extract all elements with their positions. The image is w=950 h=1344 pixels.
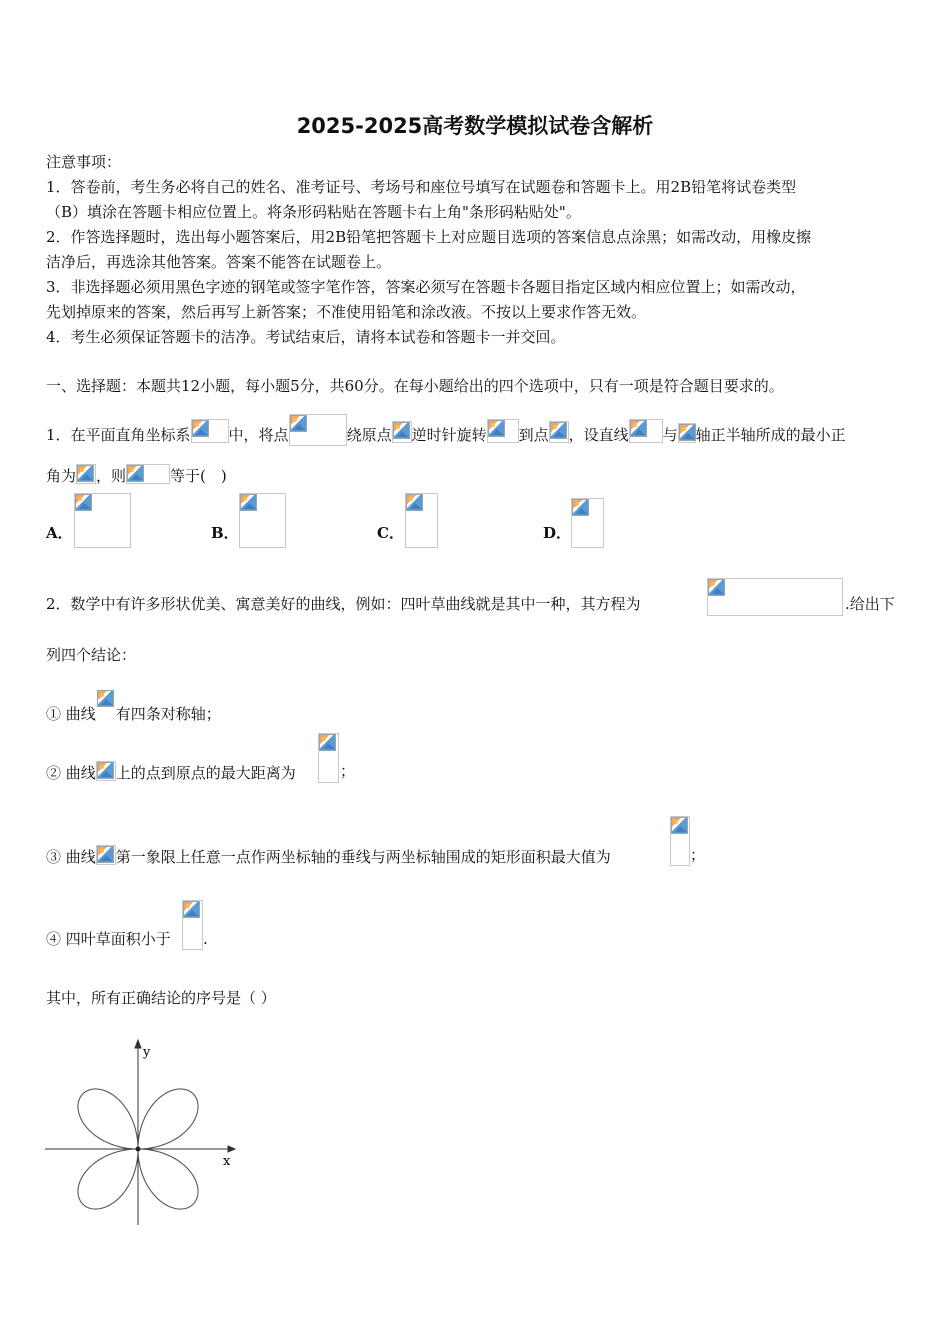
conclusion-4: ④ 四叶草面积小于: [46, 930, 171, 948]
image-placeholder-icon: [192, 420, 209, 437]
image-placeholder-icon: [630, 420, 647, 437]
image-placeholder-icon: [488, 420, 505, 437]
question-text: 1．在平面直角坐标系: [46, 426, 191, 444]
image-placeholder-icon: [183, 901, 200, 918]
equation-image: [707, 578, 843, 616]
formula-image: [289, 414, 347, 446]
formula-image: [96, 845, 116, 865]
formula-image: [487, 419, 519, 443]
image-placeholder-icon: [319, 734, 336, 751]
page-title: 2025-2025高考数学模拟试卷含解析: [296, 114, 654, 138]
conclusion-text: 有四条对称轴；: [115, 705, 221, 723]
formula-image: [670, 816, 690, 866]
question-text: 到点: [518, 426, 549, 444]
image-placeholder-icon: [708, 579, 725, 596]
notice-line: 先划掉原来的答案，然后再写上新答案；不准使用铅笔和涂改液。不按以上要求作答无效。: [46, 303, 647, 321]
option-d-image: [571, 498, 604, 548]
conclusion-text: ；: [340, 762, 356, 780]
image-placeholder-icon: [572, 499, 589, 516]
image-placeholder-icon: [97, 690, 114, 707]
image-placeholder-icon: [77, 465, 94, 482]
question-1-line-1: [46, 414, 846, 446]
image-placeholder-icon: [97, 846, 114, 863]
notice-line: （B）填涂在答题卡相应位置上。将条形码粘贴在答题卡右上角"条形码粘贴处"。: [46, 203, 581, 221]
question-text: 逆时针旋转: [411, 426, 487, 444]
x-axis-arrow-icon: [228, 1146, 235, 1152]
four-leaf-clover-figure: [40, 1035, 250, 1235]
question-ask: 其中，所有正确结论的序号是（ ）: [46, 989, 276, 1007]
option-a-label: A．: [46, 524, 73, 542]
formula-image: [318, 733, 339, 783]
question-text: 与: [662, 426, 678, 444]
x-axis-label: x: [223, 1154, 231, 1169]
question-text: ，设直线: [568, 426, 629, 444]
notice-line: 1．答卷前，考生务必将自己的姓名、准考证号、考场号和座位号填写在试题卷和答题卡上。用2B铅笔将试卷类型: [46, 178, 797, 196]
image-placeholder-icon: [393, 422, 410, 439]
option-a-image: [74, 493, 131, 548]
conclusion-text: ① 曲线: [46, 705, 96, 723]
formula-image: [126, 464, 170, 484]
option-c-image: [405, 493, 438, 548]
question-1-line-2: [46, 464, 227, 486]
conclusion-1: [46, 689, 221, 724]
image-placeholder-icon: [240, 494, 257, 511]
notice-line: 4．考生必须保证答题卡的洁净。考试结束后，请将本试卷和答题卡一并交回。: [46, 328, 566, 346]
image-placeholder-icon: [290, 415, 307, 432]
image-placeholder-icon: [97, 762, 114, 779]
formula-image: [549, 421, 569, 443]
option-c-label: C．: [377, 524, 404, 542]
conclusion-3: [46, 845, 611, 867]
formula-image: [96, 689, 116, 713]
formula-image: [629, 419, 663, 443]
option-d-label: D．: [543, 524, 572, 542]
image-placeholder-icon: [671, 817, 688, 834]
conclusion-text: 上的点到原点的最大距离为: [115, 764, 296, 782]
conclusion-2: [46, 761, 296, 783]
image-placeholder-icon: [75, 494, 92, 511]
formula-image: [191, 419, 229, 443]
image-placeholder-icon: [550, 422, 567, 439]
question-text: 角为: [46, 467, 77, 485]
formula-image: [96, 761, 116, 781]
conclusion-text: ；: [690, 846, 706, 864]
formula-image: [678, 423, 696, 443]
conclusion-text: .: [203, 930, 208, 948]
question-text: .给出下: [845, 595, 895, 613]
origin-point: [136, 1147, 141, 1152]
image-placeholder-icon: [406, 494, 423, 511]
image-placeholder-icon: [127, 465, 144, 482]
section-heading: 一、选择题：本题共12小题，每小题5分，共60分。在每小题给出的四个选项中，只有一项是符合题目要求的。: [46, 377, 784, 395]
formula-image: [76, 464, 96, 484]
notice-line: 洁净后，再选涂其他答案。答案不能答在试题卷上。: [46, 253, 392, 271]
y-axis-label: y: [143, 1045, 151, 1060]
question-text: 轴正半轴所成的最小正: [695, 426, 846, 444]
question-text: 绕原点: [346, 426, 392, 444]
question-text: ，则: [96, 467, 127, 485]
notice-line: 2．作答选择题时，选出每小题答案后，用2B铅笔把答题卡上对应题目选项的答案信息点涂黑；如需改动，用橡皮擦: [46, 228, 812, 246]
question-2-line-2: 列四个结论：: [46, 646, 137, 664]
question-text: 等于( ): [170, 467, 227, 485]
formula-image: [182, 900, 203, 950]
y-axis-arrow-icon: [135, 1040, 141, 1048]
notice-line: 3．非选择题必须用黑色字迹的钢笔或签字笔作答，答案必须写在答题卡各题目指定区域内相应位置上；如需改动，: [46, 278, 806, 296]
conclusion-text: ③ 曲线: [46, 848, 96, 866]
question-2-line-1: 2．数学中有许多形状优美、寓意美好的曲线，例如：四叶草曲线就是其中一种，其方程为: [46, 595, 641, 613]
image-placeholder-icon: [679, 424, 696, 441]
conclusion-text: 第一象限上任意一点作两坐标轴的垂线与两坐标轴围成的矩形面积最大值为: [115, 848, 611, 866]
formula-image: [392, 421, 412, 443]
option-b-image: [239, 493, 286, 548]
option-b-label: B．: [211, 524, 239, 542]
notice-heading: 注意事项：: [46, 153, 122, 171]
question-text: 中，将点: [228, 426, 289, 444]
conclusion-text: ② 曲线: [46, 764, 96, 782]
